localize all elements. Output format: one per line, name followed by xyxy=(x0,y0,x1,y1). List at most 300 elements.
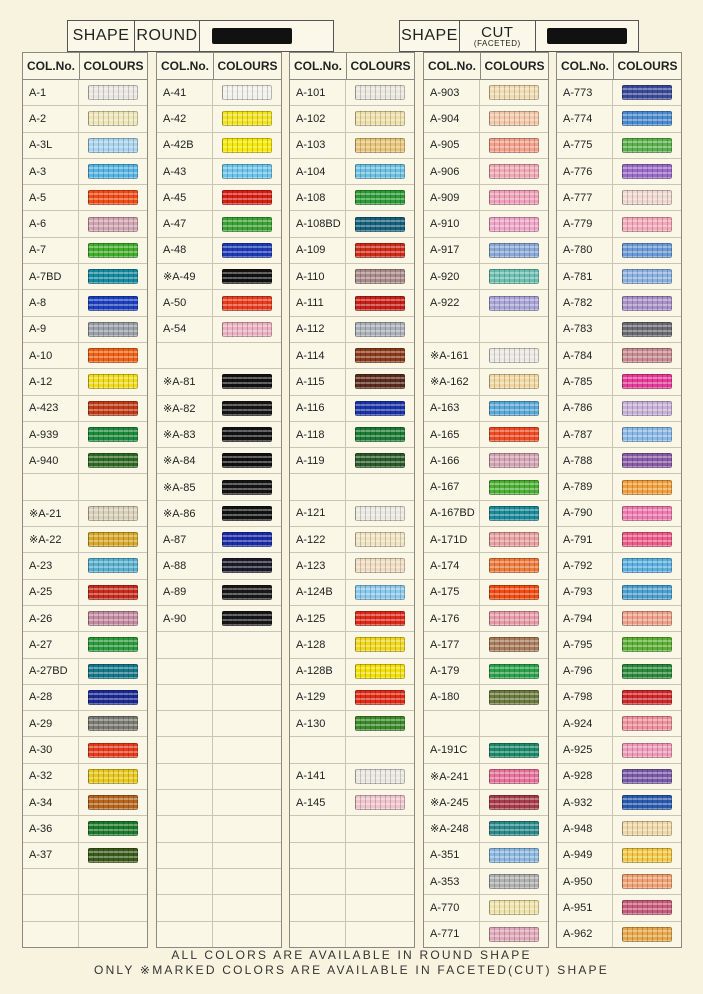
bead-swatch xyxy=(88,532,138,547)
color-code: A-180 xyxy=(424,685,480,710)
color-code: A-32 xyxy=(23,764,79,789)
color-swatch-cell xyxy=(213,632,281,657)
table-row xyxy=(290,922,414,947)
color-code: A-785 xyxy=(557,369,613,394)
color-code: A-782 xyxy=(557,290,613,315)
color-swatch-cell xyxy=(213,606,281,631)
color-code: A-770 xyxy=(424,895,480,920)
color-code: A-903 xyxy=(424,80,480,105)
table-row xyxy=(557,317,681,343)
color-swatch-cell xyxy=(79,922,147,947)
color-code: A-773 xyxy=(557,80,613,105)
bead-swatch xyxy=(622,716,672,731)
color-code: A-37 xyxy=(23,843,79,868)
table-row xyxy=(23,580,147,606)
color-code xyxy=(157,343,213,368)
color-swatch-cell xyxy=(213,790,281,815)
color-code: A-119 xyxy=(290,448,346,473)
color-code: A-116 xyxy=(290,396,346,421)
bead-swatch xyxy=(88,322,138,337)
table-row xyxy=(157,422,281,448)
bead-swatch xyxy=(222,85,272,100)
table-row xyxy=(157,238,281,264)
color-swatch-cell xyxy=(613,448,681,473)
color-code: A-962 xyxy=(557,922,613,947)
table-row xyxy=(290,685,414,711)
color-swatch-cell xyxy=(613,422,681,447)
table-row xyxy=(157,211,281,237)
color-code: A-7BD xyxy=(23,264,79,289)
table-row xyxy=(290,527,414,553)
color-swatch-cell xyxy=(79,553,147,578)
color-code: A-167 xyxy=(424,474,480,499)
color-code: A-41 xyxy=(157,80,213,105)
color-code: A-128B xyxy=(290,659,346,684)
color-code: A-775 xyxy=(557,133,613,158)
color-swatch-cell xyxy=(213,80,281,105)
bead-swatch xyxy=(489,558,539,573)
table-row xyxy=(424,711,548,737)
color-swatch-cell xyxy=(79,211,147,236)
color-code xyxy=(23,474,79,499)
table-row xyxy=(424,185,548,211)
table-row xyxy=(557,895,681,921)
color-swatch-cell xyxy=(79,159,147,184)
color-swatch-cell xyxy=(79,343,147,368)
table-row xyxy=(23,711,147,737)
shape-name: ROUND xyxy=(135,21,200,51)
bead-swatch xyxy=(489,927,539,942)
color-code xyxy=(157,922,213,947)
bead-swatch xyxy=(622,874,672,889)
color-swatch-cell xyxy=(213,843,281,868)
color-swatch-cell xyxy=(213,685,281,710)
table-row xyxy=(157,396,281,422)
color-code: A-7 xyxy=(23,238,79,263)
color-swatch-cell xyxy=(79,501,147,526)
bead-swatch xyxy=(622,848,672,863)
table-row xyxy=(557,816,681,842)
bead-swatch xyxy=(355,269,405,284)
table-row xyxy=(424,290,548,316)
table-row xyxy=(23,659,147,685)
colours-header: COLOURS xyxy=(83,59,144,73)
color-code: A-112 xyxy=(290,317,346,342)
color-code: A-909 xyxy=(424,185,480,210)
color-code: ※A-161 xyxy=(424,343,480,368)
bead-swatch xyxy=(222,269,272,284)
color-swatch-cell xyxy=(213,501,281,526)
table-row xyxy=(290,606,414,632)
color-swatch-cell xyxy=(346,133,414,158)
color-swatch-cell xyxy=(613,685,681,710)
color-swatch-cell xyxy=(613,264,681,289)
table-row xyxy=(557,501,681,527)
color-code: A-5 xyxy=(23,185,79,210)
bead-swatch xyxy=(222,506,272,521)
bead-swatch xyxy=(88,427,138,442)
bead-swatch xyxy=(489,743,539,758)
bead-swatch xyxy=(355,558,405,573)
color-code: A-110 xyxy=(290,264,346,289)
shape-cut-header xyxy=(399,20,639,52)
table-row xyxy=(557,553,681,579)
table-row xyxy=(424,264,548,290)
table-row xyxy=(157,290,281,316)
color-swatch-cell xyxy=(480,396,548,421)
table-row xyxy=(424,396,548,422)
color-swatch-cell xyxy=(480,238,548,263)
bead-swatch xyxy=(489,874,539,889)
table-row xyxy=(557,369,681,395)
color-code xyxy=(157,659,213,684)
bead-swatch xyxy=(88,585,138,600)
column-header xyxy=(424,53,548,80)
color-code: A-50 xyxy=(157,290,213,315)
table-row xyxy=(424,369,548,395)
color-code: A-789 xyxy=(557,474,613,499)
bead-swatch xyxy=(355,322,405,337)
color-code: A-103 xyxy=(290,133,346,158)
color-swatch-cell xyxy=(613,527,681,552)
table-row xyxy=(557,474,681,500)
color-code: A-904 xyxy=(424,106,480,131)
color-swatch-cell xyxy=(79,580,147,605)
bead-swatch xyxy=(355,85,405,100)
color-code xyxy=(157,711,213,736)
bead-swatch xyxy=(622,664,672,679)
table-row xyxy=(290,448,414,474)
color-swatch-cell xyxy=(79,711,147,736)
table-row xyxy=(290,790,414,816)
color-swatch-cell xyxy=(346,448,414,473)
table-row xyxy=(23,790,147,816)
bead-swatch xyxy=(88,848,138,863)
color-code xyxy=(424,317,480,342)
color-swatch-cell xyxy=(79,685,147,710)
color-swatch-cell xyxy=(480,133,548,158)
color-swatch-cell xyxy=(213,895,281,920)
color-swatch-cell xyxy=(346,80,414,105)
bead-swatch xyxy=(88,769,138,784)
shape-label: SHAPE xyxy=(400,21,460,51)
bead-swatch xyxy=(622,532,672,547)
bead-swatch xyxy=(88,611,138,626)
color-code xyxy=(290,474,346,499)
col-no-header: COL.No. xyxy=(23,53,80,79)
bead-swatch xyxy=(355,243,405,258)
color-swatch-cell xyxy=(480,553,548,578)
color-swatch-cell xyxy=(613,396,681,421)
table-row xyxy=(424,474,548,500)
color-code: A-89 xyxy=(157,580,213,605)
color-swatch-cell xyxy=(613,659,681,684)
table-row xyxy=(290,264,414,290)
color-swatch-cell xyxy=(346,474,414,499)
color-code xyxy=(157,843,213,868)
table-row xyxy=(424,422,548,448)
table-row xyxy=(424,737,548,763)
bead-swatch xyxy=(622,427,672,442)
color-code xyxy=(157,869,213,894)
color-code: A-28 xyxy=(23,685,79,710)
bead-swatch xyxy=(222,164,272,179)
color-swatch-cell xyxy=(480,159,548,184)
color-swatch-cell xyxy=(613,843,681,868)
bead-swatch xyxy=(622,795,672,810)
table-row xyxy=(157,922,281,947)
table-row xyxy=(290,895,414,921)
table-row xyxy=(157,264,281,290)
bead-swatch xyxy=(355,401,405,416)
cut-sub-label: (FACETED) xyxy=(473,38,521,48)
table-row xyxy=(424,133,548,159)
table-row xyxy=(557,185,681,211)
color-code xyxy=(290,843,346,868)
color-code: A-115 xyxy=(290,369,346,394)
bead-swatch xyxy=(622,217,672,232)
table-row xyxy=(424,869,548,895)
color-swatch-cell xyxy=(613,159,681,184)
shape-label: SHAPE xyxy=(68,21,135,51)
color-code: A-786 xyxy=(557,396,613,421)
color-swatch-cell xyxy=(346,317,414,342)
color-code: A-925 xyxy=(557,737,613,762)
color-code: A-26 xyxy=(23,606,79,631)
color-code: ※A-84 xyxy=(157,448,213,473)
colours-header: COLOURS xyxy=(617,59,678,73)
bead-swatch xyxy=(489,269,539,284)
color-code: A-176 xyxy=(424,606,480,631)
color-swatch-cell xyxy=(613,238,681,263)
bead-swatch xyxy=(222,611,272,626)
bead-swatch xyxy=(222,532,272,547)
table-row xyxy=(23,396,147,422)
table-row xyxy=(557,133,681,159)
bead-swatch xyxy=(622,322,672,337)
color-swatch-cell xyxy=(613,80,681,105)
color-swatch-cell xyxy=(213,238,281,263)
table-row xyxy=(424,632,548,658)
table-row xyxy=(290,238,414,264)
table-row xyxy=(157,133,281,159)
col-no-header: COL.No. xyxy=(157,53,214,79)
table-row xyxy=(23,527,147,553)
color-swatch-cell xyxy=(79,317,147,342)
color-swatch-cell xyxy=(613,606,681,631)
color-code: A-779 xyxy=(557,211,613,236)
table-row xyxy=(557,764,681,790)
table-row xyxy=(557,211,681,237)
color-code: A-174 xyxy=(424,553,480,578)
bead-swatch xyxy=(88,637,138,652)
bead-swatch xyxy=(622,480,672,495)
color-code: A-175 xyxy=(424,580,480,605)
table-row xyxy=(157,895,281,921)
table-row xyxy=(290,422,414,448)
color-swatch-cell xyxy=(480,422,548,447)
table-row xyxy=(157,606,281,632)
color-code xyxy=(157,895,213,920)
color-code: A-166 xyxy=(424,448,480,473)
color-code: A-774 xyxy=(557,106,613,131)
color-swatch-cell xyxy=(346,211,414,236)
color-code: A-924 xyxy=(557,711,613,736)
table-row xyxy=(23,80,147,106)
bead-swatch xyxy=(622,769,672,784)
color-swatch-cell xyxy=(213,422,281,447)
color-swatch-cell xyxy=(346,737,414,762)
table-row xyxy=(290,553,414,579)
colours-header: COLOURS xyxy=(217,59,278,73)
color-code xyxy=(157,632,213,657)
color-code: A-123 xyxy=(290,553,346,578)
color-code: A-25 xyxy=(23,580,79,605)
bead-swatch xyxy=(355,217,405,232)
table-row xyxy=(157,737,281,763)
color-code: A-36 xyxy=(23,816,79,841)
bead-swatch xyxy=(489,243,539,258)
table-row xyxy=(157,527,281,553)
bead-swatch xyxy=(489,374,539,389)
table-row xyxy=(290,659,414,685)
color-swatch-cell xyxy=(79,264,147,289)
color-swatch-cell xyxy=(213,816,281,841)
color-code xyxy=(157,816,213,841)
color-code: A-27BD xyxy=(23,659,79,684)
table-row xyxy=(557,422,681,448)
bead-swatch xyxy=(622,821,672,836)
color-swatch-cell xyxy=(480,343,548,368)
table-row xyxy=(290,632,414,658)
table-row xyxy=(557,606,681,632)
table-row xyxy=(424,685,548,711)
color-code: A-787 xyxy=(557,422,613,447)
color-swatch-cell xyxy=(213,106,281,131)
color-code: A-48 xyxy=(157,238,213,263)
bead-swatch xyxy=(355,138,405,153)
color-swatch-cell xyxy=(480,501,548,526)
bead-swatch xyxy=(222,217,272,232)
table-row xyxy=(424,580,548,606)
bead-swatch xyxy=(88,269,138,284)
bead-swatch xyxy=(355,427,405,442)
color-code: A-141 xyxy=(290,764,346,789)
cut-label: CUT xyxy=(481,23,514,41)
color-swatch-cell xyxy=(480,606,548,631)
table-row xyxy=(23,895,147,921)
bead-swatch xyxy=(622,558,672,573)
bead-swatch xyxy=(355,374,405,389)
color-swatch-cell xyxy=(346,501,414,526)
color-swatch-cell xyxy=(346,185,414,210)
color-code: A-940 xyxy=(23,448,79,473)
table-row xyxy=(424,553,548,579)
table-row xyxy=(290,290,414,316)
color-swatch-cell xyxy=(79,185,147,210)
bead-swatch xyxy=(222,190,272,205)
bead-swatch xyxy=(88,506,138,521)
table-row xyxy=(23,133,147,159)
table-row xyxy=(23,343,147,369)
color-code: A-121 xyxy=(290,501,346,526)
color-code: A-794 xyxy=(557,606,613,631)
table-row xyxy=(290,764,414,790)
color-code: A-104 xyxy=(290,159,346,184)
color-code xyxy=(23,922,79,947)
table-row xyxy=(424,211,548,237)
color-swatch-cell xyxy=(346,685,414,710)
bead-swatch xyxy=(622,296,672,311)
table-row xyxy=(157,343,281,369)
color-code: A-1 xyxy=(23,80,79,105)
color-code: A-951 xyxy=(557,895,613,920)
bead-swatch xyxy=(489,111,539,126)
bead-swatch xyxy=(88,111,138,126)
bead-swatch xyxy=(88,296,138,311)
color-swatch-cell xyxy=(480,264,548,289)
color-code: ※A-22 xyxy=(23,527,79,552)
col-no-header: COL.No. xyxy=(424,53,481,79)
shape-round-header xyxy=(67,20,334,52)
color-code: A-781 xyxy=(557,264,613,289)
bead-swatch xyxy=(222,427,272,442)
color-column-2 xyxy=(156,52,282,948)
color-swatch-cell xyxy=(79,448,147,473)
color-swatch-cell xyxy=(613,501,681,526)
table-row xyxy=(424,80,548,106)
bead-swatch xyxy=(222,138,272,153)
color-code: A-910 xyxy=(424,211,480,236)
color-swatch-cell xyxy=(213,290,281,315)
color-swatch-cell xyxy=(613,764,681,789)
color-code: A-114 xyxy=(290,343,346,368)
bead-swatch xyxy=(222,374,272,389)
color-code xyxy=(290,816,346,841)
color-swatch-cell xyxy=(613,711,681,736)
table-row xyxy=(290,211,414,237)
color-swatch-cell xyxy=(480,527,548,552)
color-swatch-cell xyxy=(480,711,548,736)
color-code: A-788 xyxy=(557,448,613,473)
color-swatch-cell xyxy=(79,895,147,920)
color-code xyxy=(23,895,79,920)
bead-swatch xyxy=(222,453,272,468)
color-column-3 xyxy=(289,52,415,948)
color-column-1 xyxy=(22,52,148,948)
color-code: A-118 xyxy=(290,422,346,447)
cut-sample-swatch xyxy=(536,21,638,51)
color-swatch-cell xyxy=(346,527,414,552)
color-code: A-167BD xyxy=(424,501,480,526)
table-row xyxy=(23,211,147,237)
color-swatch-cell xyxy=(480,211,548,236)
bead-swatch xyxy=(355,664,405,679)
table-row xyxy=(23,474,147,500)
color-swatch-cell xyxy=(213,711,281,736)
footer-line-2: ONLY ※MARKED COLORS ARE AVAILABLE IN FACETED(CUT) SHAPE xyxy=(94,963,609,977)
bead-swatch xyxy=(622,506,672,521)
color-column-5 xyxy=(556,52,682,948)
color-swatch-cell xyxy=(480,80,548,105)
color-swatch-cell xyxy=(213,159,281,184)
table-row xyxy=(424,790,548,816)
color-swatch-cell xyxy=(346,659,414,684)
color-code: A-54 xyxy=(157,317,213,342)
color-code: A-791 xyxy=(557,527,613,552)
bead-swatch xyxy=(489,453,539,468)
color-swatch-cell xyxy=(213,317,281,342)
